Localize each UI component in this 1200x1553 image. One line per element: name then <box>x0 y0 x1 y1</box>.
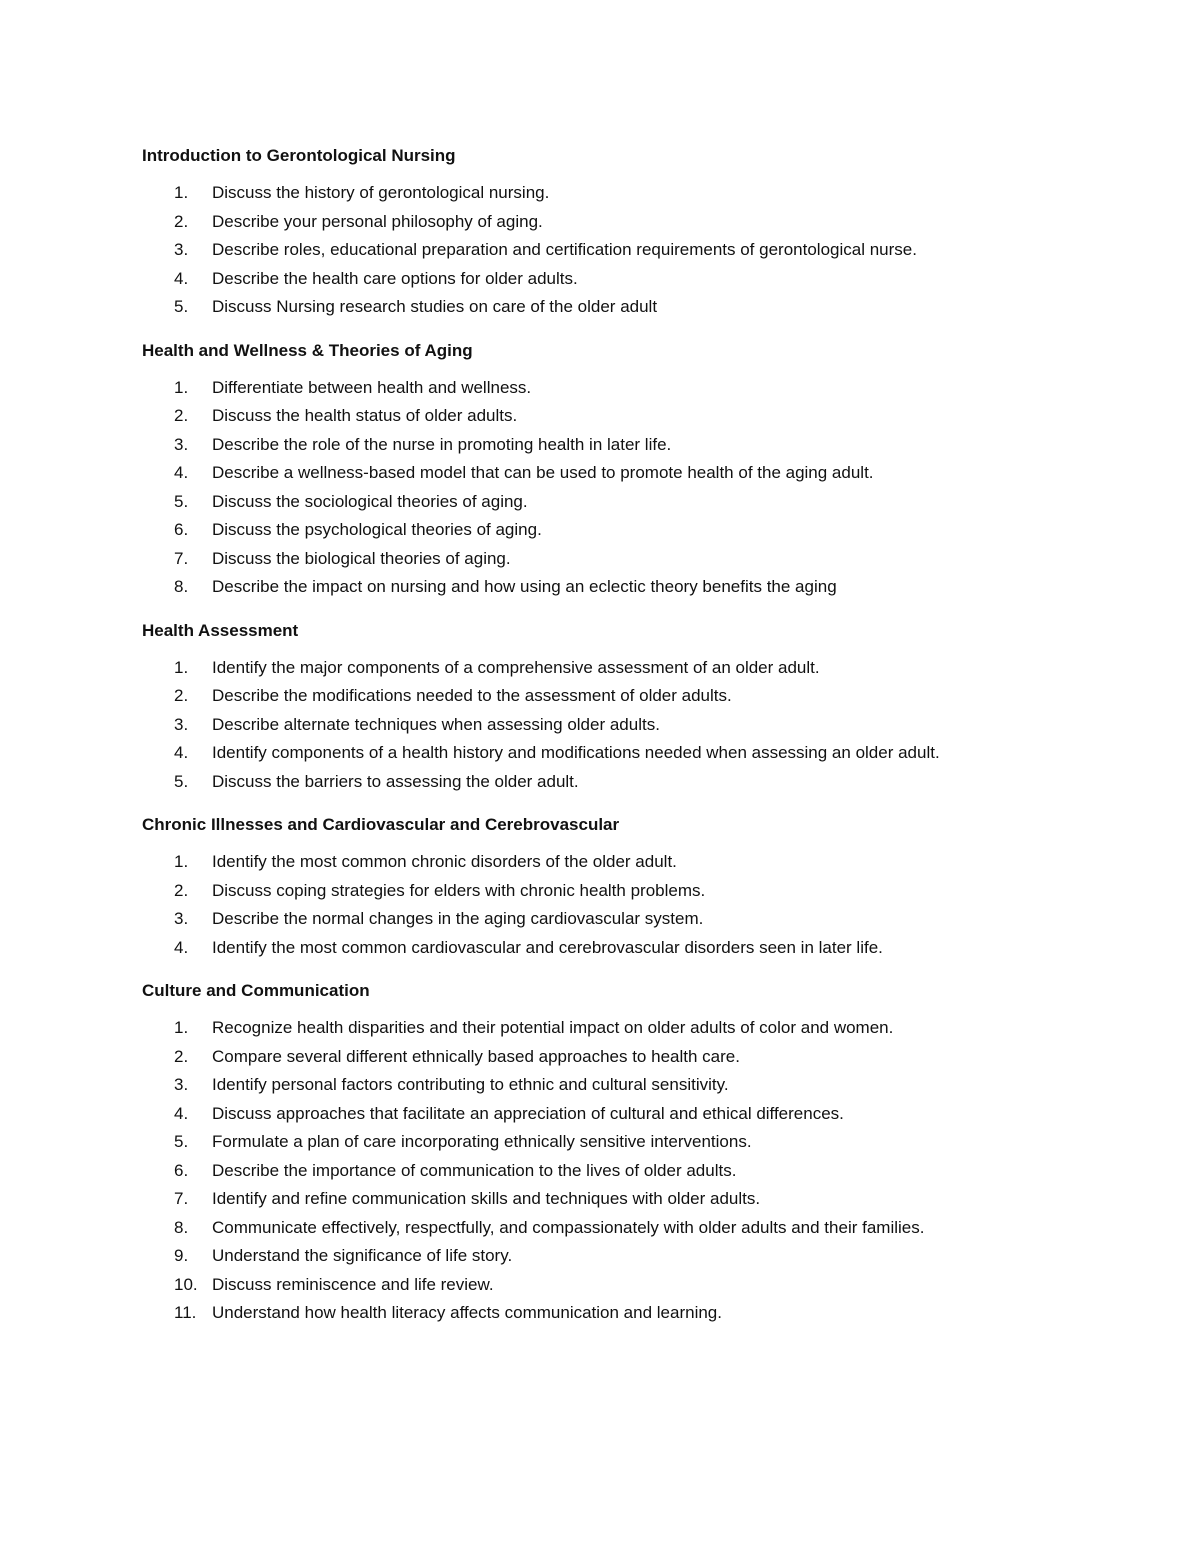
section-heading: Introduction to Gerontological Nursing <box>142 146 456 165</box>
list-item-number: 3. <box>174 1075 189 1094</box>
list-item <box>142 848 1072 877</box>
list-item-number: 3. <box>174 434 189 454</box>
objective-list <box>142 179 1072 322</box>
list-item <box>142 1014 1072 1043</box>
list-item-text: Describe roles, educational preparation and certification requirements of gerontological nurse. <box>212 240 917 259</box>
list-item <box>142 179 1072 208</box>
list-item-text: Discuss the health status of older adults. <box>212 406 518 425</box>
list-item-number: 5. <box>174 771 189 791</box>
list-item-text: Identify the major components of a comprehensive assessment of an older adult. <box>212 657 820 677</box>
list-item-text: Identify and refine communication skills and techniques with older adults. <box>212 1189 761 1208</box>
list-item-text: Describe the role of the nurse in promoting health in later life. <box>212 434 672 454</box>
list-item-text: Recognize health disparities and their potential impact on older adults of color and women. <box>212 1018 894 1037</box>
list-item <box>142 1100 1072 1129</box>
list-item-text: Discuss reminiscence and life review. <box>212 1274 494 1294</box>
list-item-text: Describe the impact on nursing and how using an eclectic theory benefits the aging <box>212 577 837 596</box>
list-item-number: 8. <box>174 1217 189 1237</box>
list-item <box>142 877 1072 906</box>
section <box>142 977 1072 1328</box>
list-item <box>142 934 1072 963</box>
list-item-number: 4. <box>174 463 189 482</box>
list-item-number: 10. <box>174 1274 198 1294</box>
list-item-number: 1. <box>174 852 189 871</box>
list-item-number: 3. <box>174 240 189 259</box>
list-item-text: Discuss the barriers to assessing the older adult. <box>212 771 579 791</box>
list-item-text: Discuss the history of gerontological nursing. <box>212 183 550 202</box>
list-item-number: 4. <box>174 268 189 288</box>
list-item-number: 5. <box>174 491 189 511</box>
list-item <box>142 1071 1072 1100</box>
list-item-number: 2. <box>174 1046 189 1066</box>
list-item <box>142 545 1072 574</box>
list-item-number: 11. <box>174 1303 197 1322</box>
list-item-text: Discuss the psychological theories of aging. <box>212 520 542 539</box>
list-item-text: Describe a wellness-based model that can be used to promote health of the aging adult. <box>212 463 874 482</box>
list-item-number: 5. <box>174 1132 189 1151</box>
section <box>142 617 1072 797</box>
list-item <box>142 739 1072 768</box>
list-item-text: Discuss coping strategies for elders with chronic health problems. <box>212 880 706 900</box>
section <box>142 337 1072 602</box>
list-item <box>142 236 1072 265</box>
list-item-number: 5. <box>174 297 189 316</box>
list-item <box>142 516 1072 545</box>
list-item-number: 1. <box>174 183 189 202</box>
list-item-number: 2. <box>174 406 189 425</box>
document-body <box>142 142 1072 1343</box>
list-item-text: Understand the significance of life story. <box>212 1246 513 1265</box>
objective-list <box>142 1014 1072 1328</box>
list-item <box>142 1299 1072 1328</box>
list-item-number: 4. <box>174 937 189 957</box>
list-item-text: Describe the normal changes in the aging cardiovascular system. <box>212 909 704 928</box>
list-item-number: 6. <box>174 520 189 539</box>
list-item-text: Describe the importance of communication to the lives of older adults. <box>212 1160 737 1180</box>
list-item-text: Differentiate between health and wellness. <box>212 377 532 397</box>
list-item <box>142 654 1072 683</box>
list-item-number: 3. <box>174 909 189 928</box>
list-item-number: 2. <box>174 211 189 231</box>
section <box>142 142 1072 322</box>
list-item <box>142 573 1072 602</box>
list-item-text: Formulate a plan of care incorporating ethnically sensitive interventions. <box>212 1132 752 1151</box>
list-item-number: 9. <box>174 1246 189 1265</box>
list-item-number: 3. <box>174 714 189 734</box>
list-item <box>142 1043 1072 1072</box>
list-item-number: 2. <box>174 880 189 900</box>
list-item-number: 4. <box>174 743 189 762</box>
list-item-number: 1. <box>174 1018 189 1037</box>
list-item <box>142 1185 1072 1214</box>
section-heading: Health Assessment <box>142 620 299 640</box>
list-item-number: 7. <box>174 1189 189 1208</box>
list-item <box>142 293 1072 322</box>
list-item-text: Describe your personal philosophy of aging. <box>212 211 543 231</box>
list-item-text: Discuss the biological theories of aging. <box>212 548 511 568</box>
list-item-text: Compare several different ethnically based approaches to health care. <box>212 1046 740 1066</box>
list-item-number: 6. <box>174 1160 189 1180</box>
list-item-number: 7. <box>174 548 189 568</box>
objective-list <box>142 848 1072 962</box>
list-item-number: 1. <box>174 657 189 677</box>
section-heading: Culture and Communication <box>142 981 370 1000</box>
list-item-text: Identify personal factors contributing to ethnic and cultural sensitivity. <box>212 1075 729 1094</box>
list-item <box>142 402 1072 431</box>
list-item-number: 8. <box>174 577 189 596</box>
list-item-text: Identify components of a health history and modifications needed when assessing an older adult. <box>212 743 940 762</box>
list-item <box>142 768 1072 797</box>
list-item-number: 4. <box>174 1103 189 1123</box>
list-item-text: Describe the health care options for older adults. <box>212 268 578 288</box>
list-item <box>142 1128 1072 1157</box>
list-item <box>142 265 1072 294</box>
list-item-number: 2. <box>174 686 189 705</box>
list-item-text: Describe alternate techniques when assessing older adults. <box>212 714 660 734</box>
list-item-text: Identify the most common chronic disorders of the older adult. <box>212 852 677 871</box>
list-item <box>142 1214 1072 1243</box>
list-item <box>142 488 1072 517</box>
list-item-text: Identify the most common cardiovascular and cerebrovascular disorders seen in later life. <box>212 937 883 957</box>
list-item <box>142 682 1072 711</box>
list-item-text: Describe the modifications needed to the assessment of older adults. <box>212 686 732 705</box>
list-item-text: Discuss the sociological theories of aging. <box>212 491 528 511</box>
list-item <box>142 431 1072 460</box>
list-item <box>142 459 1072 488</box>
list-item-text: Discuss approaches that facilitate an appreciation of cultural and ethical differences. <box>212 1103 844 1123</box>
list-item-text: Understand how health literacy affects communication and learning. <box>212 1303 722 1322</box>
list-item <box>142 905 1072 934</box>
section-heading: Chronic Illnesses and Cardiovascular and Cerebrovascular <box>142 815 620 834</box>
objective-list <box>142 654 1072 797</box>
list-item <box>142 1157 1072 1186</box>
objective-list <box>142 374 1072 602</box>
list-item <box>142 1242 1072 1271</box>
section-heading: Health and Wellness & Theories of Aging <box>142 340 473 360</box>
list-item <box>142 374 1072 403</box>
section <box>142 811 1072 962</box>
list-item-text: Discuss Nursing research studies on care of the older adult <box>212 297 658 316</box>
list-item-text: Communicate effectively, respectfully, and compassionately with older adults and their families. <box>212 1217 925 1237</box>
list-item-number: 1. <box>174 377 189 397</box>
list-item <box>142 711 1072 740</box>
list-item <box>142 208 1072 237</box>
list-item <box>142 1271 1072 1300</box>
